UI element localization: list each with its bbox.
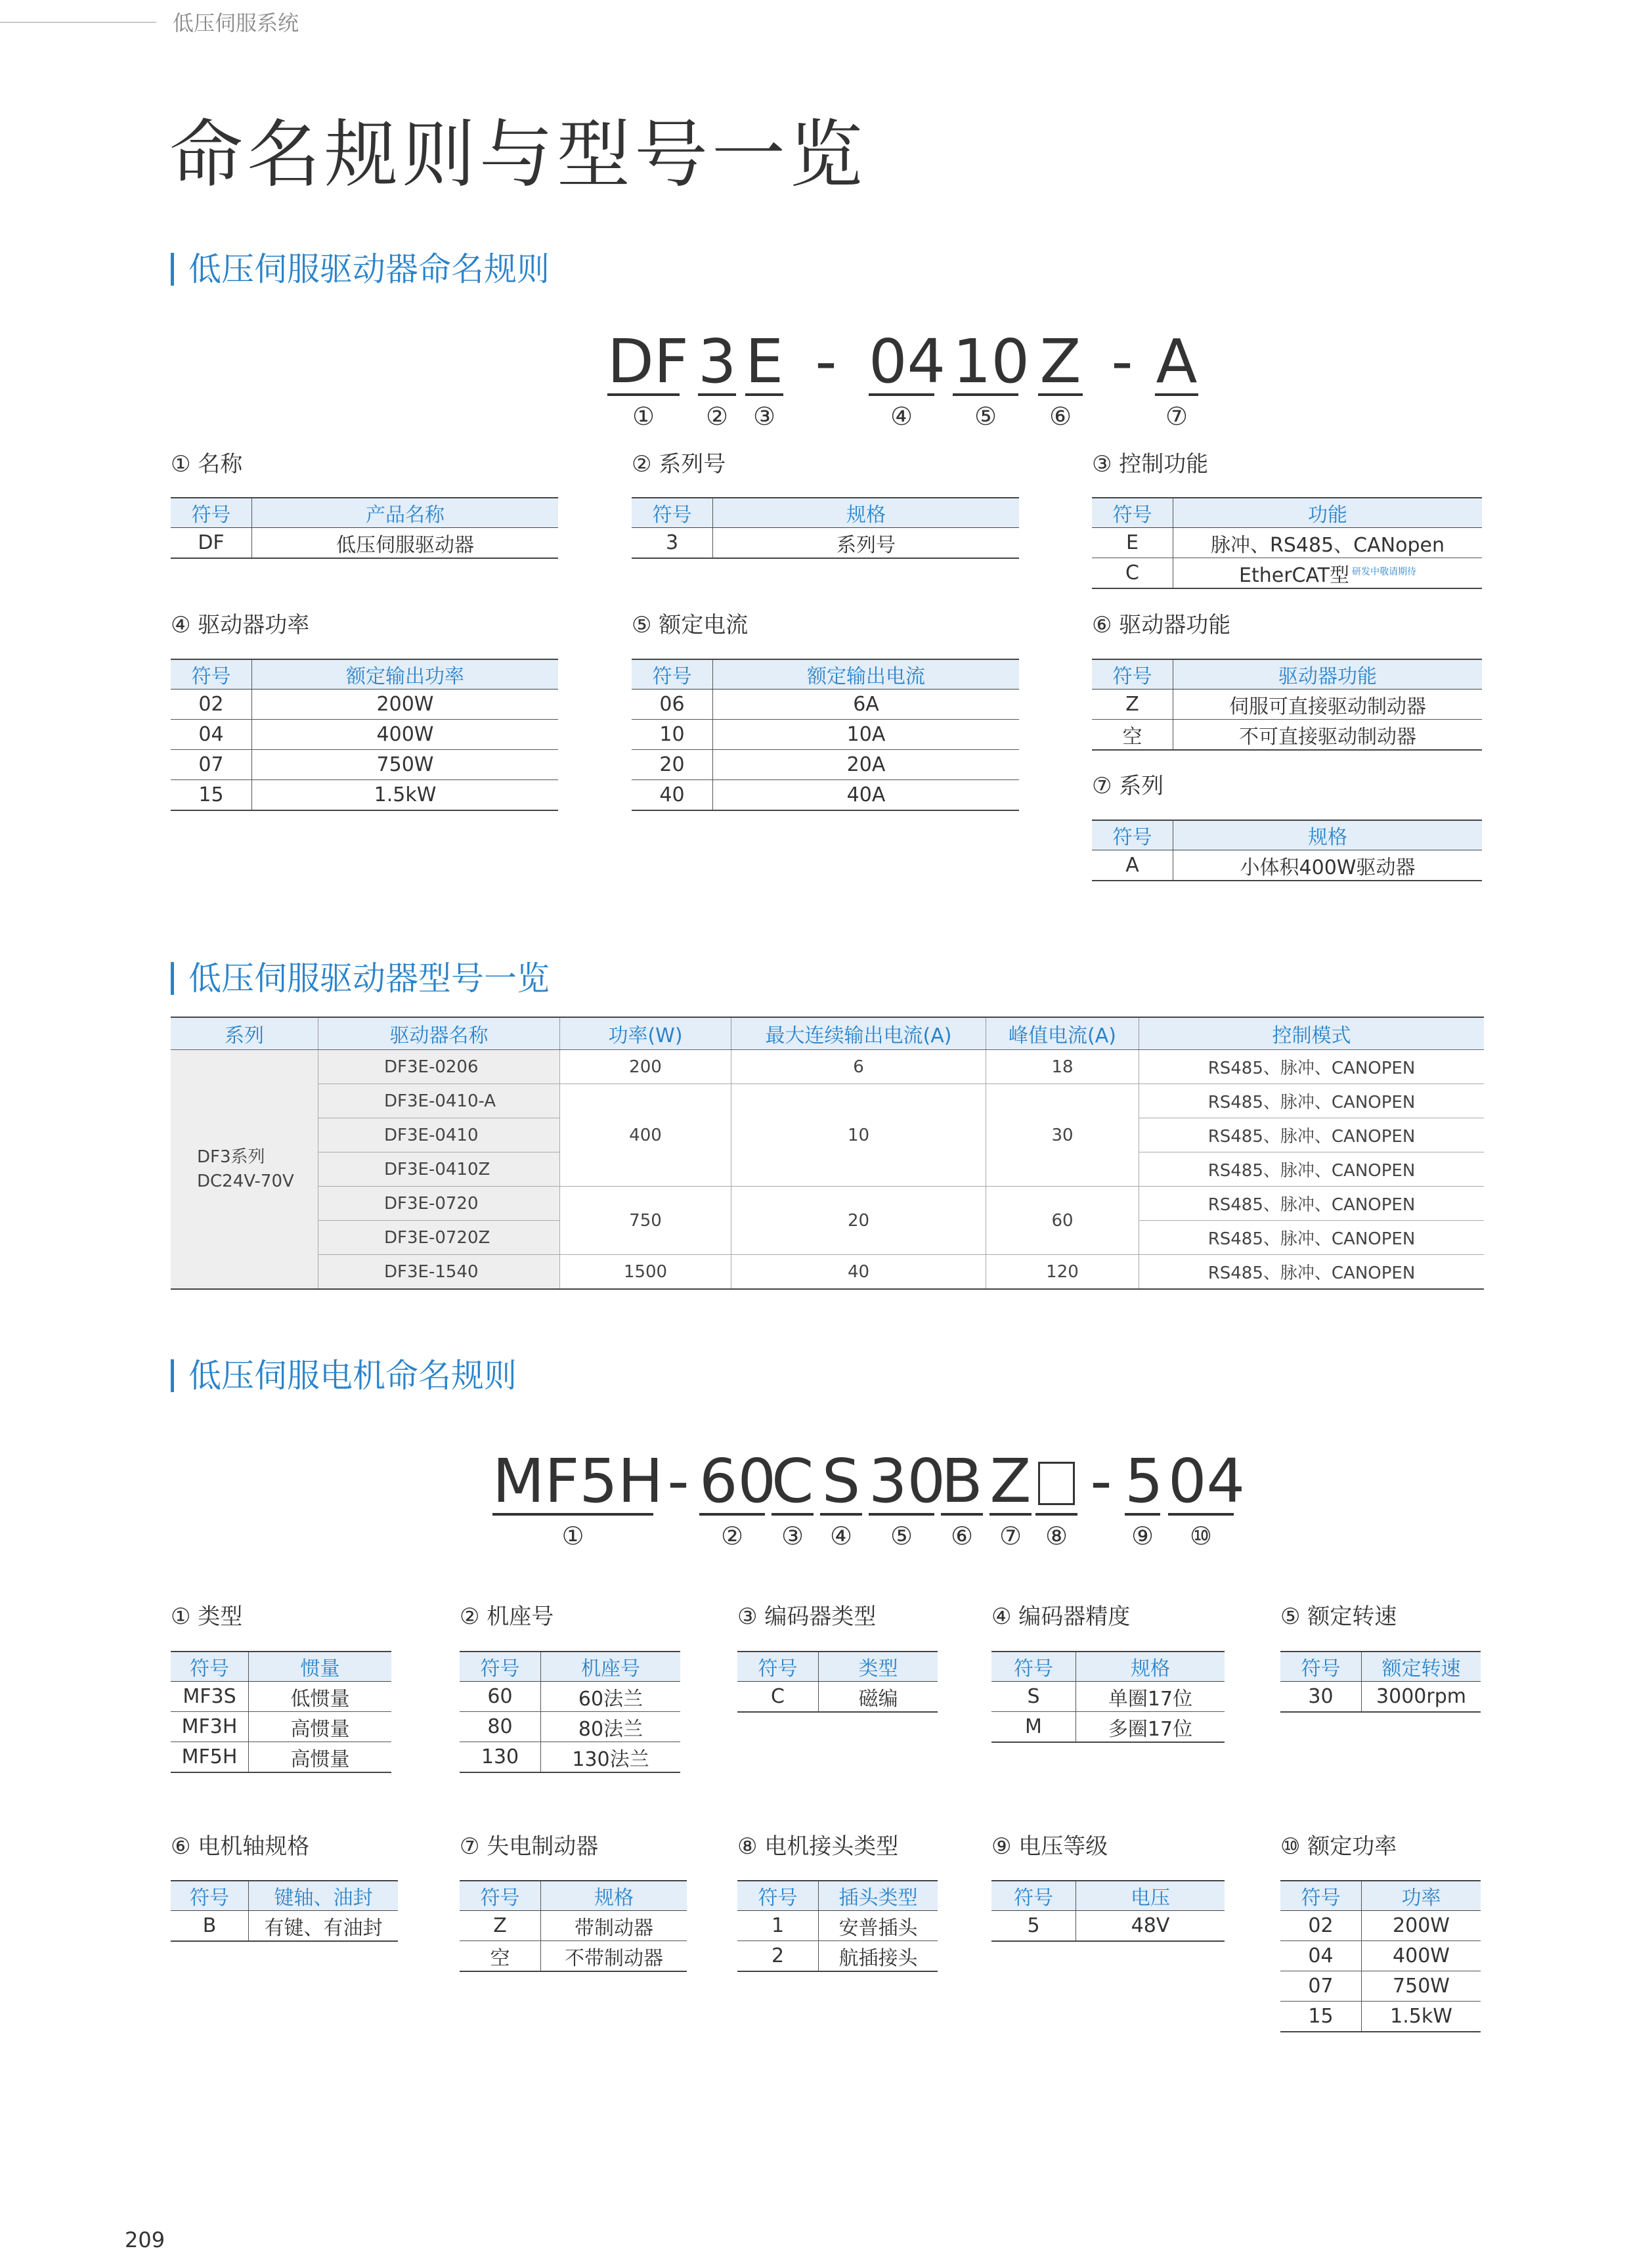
table-row: A 小体积400W驱动器 [1092,850,1482,881]
table-title: ② 机座号 [460,1604,554,1630]
table-title: ⑤ 额定电流 [632,612,749,638]
table-title: ② 系列号 [632,451,726,477]
table-title: ⑥ 电机轴规格 [171,1833,310,1860]
code-seg: MF5H ① [492,1446,664,1550]
col-header: 电压 [1076,1881,1225,1911]
table-title: ④ 驱动器功率 [171,612,310,638]
placeholder-box [1038,1462,1075,1505]
table-row: 02 200W [171,690,558,720]
table-row: DF 低压伺服驱动器 [171,528,558,559]
col-header: 插头类型 [819,1881,938,1911]
rated-speed-table [1280,1651,1481,1713]
table-row: 15 1.5kW [171,780,558,811]
motor-type-table [171,1651,391,1773]
col-header: 规格 [541,1881,687,1911]
table-row: DF3E-0410-A 400 10 30 RS485、脉冲、CANOPEN [171,1084,1484,1118]
table-title: ④ 编码器精度 [991,1604,1131,1630]
col-header: 额定输出功率 [252,659,559,690]
table-row: 07 750W [171,750,558,780]
table-row: 5 48V [991,1911,1225,1942]
rated-current-table [632,659,1019,811]
col-header: 符号 [171,1652,249,1682]
section-title-driver-models: 低压伺服驱动器型号一览 [171,962,550,995]
frame-size-table [460,1651,680,1773]
table-row: 40 40A [632,780,1019,811]
col-header: 机座号 [541,1652,681,1682]
col-header: 规格 [1076,1652,1225,1682]
code-seg: Z ⑦ [989,1446,1032,1550]
col-header: 符号 [737,1881,819,1911]
code-seg: 3 ② [698,326,737,431]
table-row: 15 1.5kW [1280,2002,1481,2032]
table-title: ⑦ 系列 [1092,773,1164,799]
page-number: 209 [125,2227,165,2252]
code-seg: 5 ⑨ [1125,1446,1163,1550]
col-header: 最大连续输出电流(A) [731,1017,986,1050]
code-seg: S ④ [820,1451,862,1552]
table-row: 1 安普插头 [737,1911,938,1941]
col-header: 额定输出电流 [713,659,1020,690]
col-header: 惯量 [249,1652,392,1682]
code-dash: - [1111,326,1133,397]
col-header: 符号 [171,498,252,528]
code-seg: ⑧ [1035,1451,1077,1552]
table-row: 80 80法兰 [460,1712,680,1742]
brake-table [460,1880,687,1972]
col-header: 符号 [991,1652,1076,1682]
table-title: ① 类型 [171,1604,243,1630]
table-row: 20 20A [632,750,1019,780]
code-seg: DF ① [607,326,689,431]
code-seg: Z ⑥ [1038,332,1083,433]
table-row: DF3E-0720Z RS485、脉冲、CANOPEN [171,1221,1484,1255]
table-row: B 有键、有油封 [171,1911,398,1942]
code-seg: 60 ② [699,1446,777,1550]
code-seg: 10 ⑤ [953,326,1030,431]
table-row: C EtherCAT型 $^{研发中敬请期待}$ [1092,558,1482,589]
table-row: 3 系列号 [632,528,1019,559]
table-row: DF3E-1540 1500 40 120 RS485、脉冲、CANOPEN [171,1255,1484,1290]
col-header: 产品名称 [252,498,559,528]
table-row: 06 6A [632,690,1019,720]
col-header: 系列 [171,1017,318,1050]
shaft-spec-table [171,1880,398,1942]
header-title: 低压伺服系统 [173,11,299,35]
encoder-type-table [737,1651,938,1713]
code-seg: 04 ⑩ [1168,1446,1246,1550]
table-row: MF3H 高惯量 [171,1712,391,1742]
name-table [171,497,558,559]
driver-function-table [1092,659,1482,751]
voltage-table [991,1880,1225,1942]
connector-type-table [737,1880,938,1972]
table-row: MF3S 低惯量 [171,1682,391,1712]
section-title-driver-naming: 低压伺服驱动器命名规则 [171,253,550,286]
col-header: 规格 [1173,820,1483,850]
table-row: 空 不可直接驱动制动器 [1092,720,1482,751]
series-table [632,497,1019,559]
table-row: 02 200W [1280,1911,1481,1941]
col-header: 符号 [632,498,713,528]
table-row: 2 航插接头 [737,1941,938,1972]
code-dash: - [1090,1446,1112,1516]
table-title: ⑦ 失电制动器 [460,1833,599,1860]
table-row: 04 400W [171,720,558,750]
rated-power-table [1280,1880,1481,2032]
table-row: DF3E-0410 RS485、脉冲、CANOPEN [171,1118,1484,1152]
table-row: M 多圈17位 [991,1712,1225,1743]
col-header: 符号 [460,1881,541,1911]
table-title: ⑨ 电压等级 [991,1833,1108,1860]
table-row: C 磁编 [737,1682,938,1713]
col-header: 功能 [1173,498,1483,528]
table-row: 130 130法兰 [460,1742,680,1773]
col-header: 符号 [171,1881,249,1911]
col-header: 功率 [1362,1881,1481,1911]
series-cell: DF3系列 DC24V-70V [171,1050,318,1290]
section-title-motor-naming: 低压伺服电机命名规则 [171,1359,517,1392]
code-seg: 04 ④ [869,326,946,431]
table-row: 空 不带制动器 [460,1941,687,1972]
table-row: Z 带制动器 [460,1911,687,1941]
table-row: MF5H 高惯量 [171,1742,391,1773]
col-header: 控制模式 [1139,1017,1485,1050]
table-row: DF3E-0720 750 20 60 RS485、脉冲、CANOPEN [171,1187,1484,1221]
code-seg: A ⑦ [1156,326,1198,431]
code-seg: B ⑥ [941,1446,983,1550]
table-row: 07 750W [1280,1971,1481,2002]
motor-code [492,1446,1246,1552]
col-header: 符号 [632,659,713,690]
col-header: 额定转速 [1362,1652,1481,1682]
driver-models-table [171,1017,1484,1290]
driver-code [607,326,1198,433]
col-header: 驱动器功能 [1173,659,1483,690]
col-header: 峰值电流(A) [986,1017,1139,1050]
series-spec-table [1092,820,1482,881]
col-header: 规格 [713,498,1020,528]
header-rule [0,22,156,23]
table-row: S 单圈17位 [991,1682,1225,1712]
table-title: ⑤ 额定转速 [1280,1604,1397,1630]
table-row: Z 伺服可直接驱动制动器 [1092,690,1482,720]
encoder-precision-table [991,1651,1225,1743]
col-header: 键轴、油封 [249,1881,399,1911]
col-header: 符号 [1092,498,1173,528]
table-row: E 脉冲、RS485、CANopen [1092,528,1482,558]
page-title: 命名规则与型号一览 [169,112,867,198]
col-header: 符号 [1280,1652,1362,1682]
col-header: 驱动器名称 [318,1017,560,1050]
control-function-table [1092,497,1482,589]
col-header: 类型 [819,1652,938,1682]
table-title: ③ 编码器类型 [737,1604,877,1630]
driver-power-table [171,659,558,811]
table-title: ⑧ 电机接头类型 [737,1833,899,1860]
col-header: 符号 [460,1652,541,1682]
table-row: DF3系列 DC24V-70V DF3E-0206 200 6 18 RS485、脉冲、CANOPEN [171,1050,1484,1084]
code-seg: E ③ [745,326,784,431]
table-title: ③ 控制功能 [1092,451,1209,477]
table-title: ① 名称 [171,451,243,477]
table-row: 60 60法兰 [460,1682,680,1712]
code-dash: - [667,1446,689,1516]
code-seg: C ③ [772,1446,814,1550]
table-title: ⑥ 驱动器功能 [1092,612,1231,638]
col-header: 符号 [1092,820,1173,850]
col-header: 符号 [737,1652,819,1682]
col-header: 符号 [1280,1881,1362,1911]
col-header: 功率(W) [560,1017,731,1050]
code-seg: 30 ⑤ [869,1446,946,1550]
col-header: 符号 [171,659,252,690]
col-header: 符号 [991,1881,1076,1911]
table-title: ⑩ 额定功率 [1280,1833,1397,1860]
table-row: 10 10A [632,720,1019,750]
table-row: 04 400W [1280,1941,1481,1971]
code-dash: - [815,326,837,397]
dev-note: 研发中敬请期待 [1352,566,1416,577]
table-row: 30 3000rpm [1280,1682,1481,1713]
table-row: DF3E-0410Z RS485、脉冲、CANOPEN [171,1152,1484,1187]
col-header: 符号 [1092,659,1173,690]
